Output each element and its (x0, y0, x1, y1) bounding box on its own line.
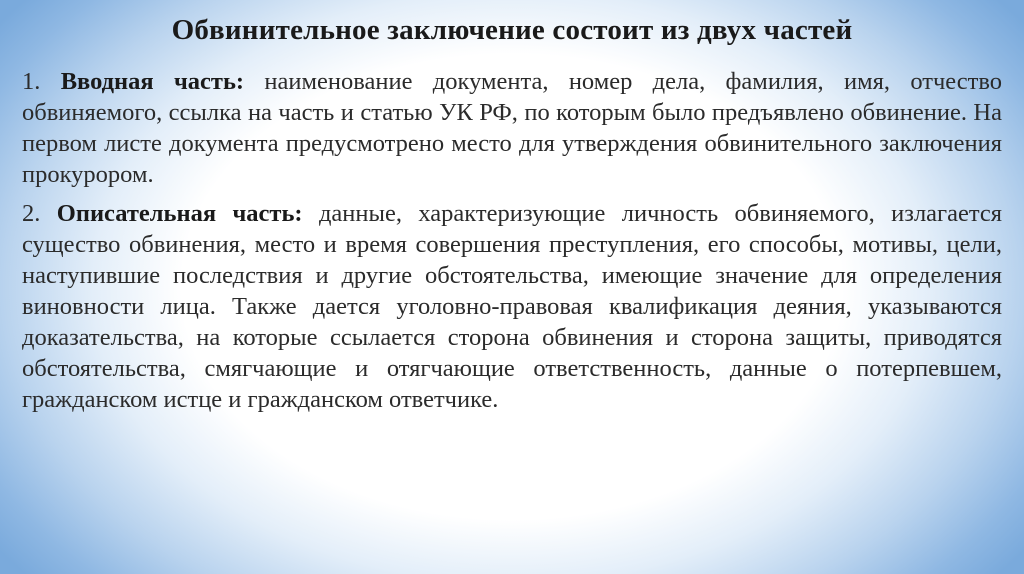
part-term: Вводная часть: (60, 68, 245, 95)
slide-title: Обвинительное заключение состоит из двух частей (171, 14, 853, 46)
part-text: наименование документа, номер дела, фамилия, имя, отчество обвиняемого, ссылка на часть и статью УК РФ, по которым было предъявлено обвинение. На первом листе документа предусмотрено место для утверждения обвинительного заключения прокурором. (22, 68, 1002, 188)
slide-body (22, 66, 1002, 415)
part-term: Описательная часть: (56, 200, 303, 227)
part-introductory (22, 66, 1002, 190)
part-number: 1. (22, 68, 41, 95)
part-number: 2. (22, 200, 41, 227)
part-text: данные, характеризующие личность обвиняемого, излагается существо обвинения, место и время совершения преступления, его способы, мотивы, цели, наступившие последствия и другие обстоятельства, имеющие значение для определения виновности лица. Также дается уголовно-правовая квалификация деяния, указываются доказательства, на которые ссылается сторона обвинения и сторона защиты, приводятся обстоятельства, смягчающие и отягчающие ответственность, данные о потерпевшем, гражданском истце и гражданском ответчике. (22, 200, 1002, 413)
part-descriptive (22, 198, 1002, 415)
